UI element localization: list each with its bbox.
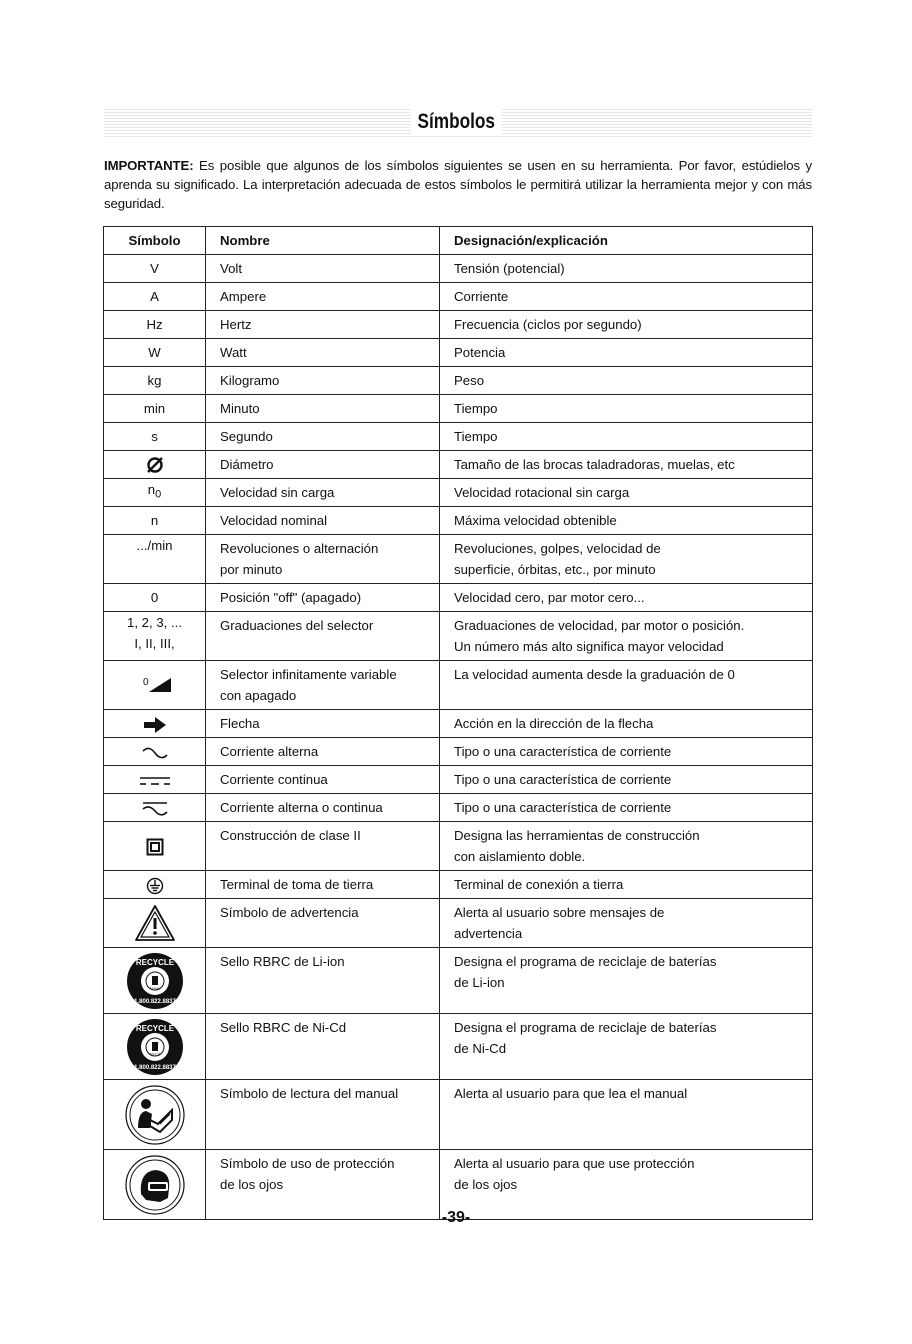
symbol-cell: .../min	[104, 535, 206, 584]
seal-recycle-text: RECYCLE	[135, 957, 174, 967]
name-cell: Terminal de toma de tierra	[206, 871, 440, 899]
arrow-icon	[142, 717, 168, 733]
desc-line: de Ni-Cd	[454, 1041, 507, 1056]
symbol-cell: n	[104, 507, 206, 535]
symbols-table	[103, 226, 813, 1220]
desc-cell: Potencia	[440, 339, 813, 367]
desc-line: Designa las herramientas de construcción	[454, 828, 700, 843]
name-cell: Sello RBRC de Li-ion	[206, 948, 440, 1014]
name-line: Símbolo de uso de protección	[220, 1156, 395, 1171]
table-row	[104, 283, 813, 311]
page-number: -39-	[441, 1209, 471, 1226]
name-cell: Flecha	[206, 710, 440, 738]
desc-cell: Frecuencia (ciclos por segundo)	[440, 311, 813, 339]
desc-cell	[440, 948, 813, 1014]
symbol-cell	[104, 710, 206, 738]
desc-cell	[440, 535, 813, 584]
desc-line: Alerta al usuario sobre mensajes de	[454, 905, 665, 920]
intro-paragraph	[104, 156, 812, 213]
symbol-cell	[104, 1080, 206, 1150]
name-cell: Posición "off" (apagado)	[206, 584, 440, 612]
name-line: con apagado	[220, 688, 297, 703]
table-row	[104, 255, 813, 283]
desc-line: con aislamiento doble.	[454, 849, 586, 864]
rbrc-li-ion-seal	[125, 951, 185, 1011]
name-line: Selector infinitamente variable	[220, 667, 397, 682]
page-title-wrap	[0, 108, 912, 136]
desc-cell: La velocidad aumenta desde la graduación de 0	[440, 661, 813, 710]
symbol-cell	[104, 871, 206, 899]
name-cell: Watt	[206, 339, 440, 367]
desc-cell: Tipo o una característica de corriente	[440, 794, 813, 822]
symbol-line: I, II, III,	[134, 636, 175, 651]
desc-line: Designa el programa de reciclaje de baterías	[454, 954, 717, 969]
name-cell: Sello RBRC de Ni-Cd	[206, 1014, 440, 1080]
name-cell: Velocidad sin carga	[206, 479, 440, 507]
earth-terminal-icon	[146, 877, 164, 895]
desc-line: Un número más alto significa mayor velocidad	[454, 639, 724, 654]
desc-line: advertencia	[454, 926, 523, 941]
name-line: Revoluciones o alternación	[220, 541, 379, 556]
name-cell: Ampere	[206, 283, 440, 311]
desc-line: de los ojos	[454, 1177, 518, 1192]
symbol-n: n	[147, 482, 156, 498]
table-row	[104, 507, 813, 535]
table-row	[104, 871, 813, 899]
name-cell	[206, 661, 440, 710]
desc-line: de Li-ion	[454, 975, 505, 990]
symbol-cell: 0	[104, 584, 206, 612]
selector-zero-label: 0	[142, 677, 149, 689]
table-row	[104, 661, 813, 710]
symbol-cell	[104, 822, 206, 871]
table-row	[104, 479, 813, 507]
name-cell: Segundo	[206, 423, 440, 451]
symbol-cell	[104, 948, 206, 1014]
table-row	[104, 367, 813, 395]
rbrc-ni-cd-seal	[125, 1017, 185, 1077]
table-row	[104, 899, 813, 948]
desc-cell: Velocidad rotacional sin carga	[440, 479, 813, 507]
symbol-cell: min	[104, 395, 206, 423]
warning-icon	[133, 903, 177, 943]
desc-cell	[440, 612, 813, 661]
desc-line: superficie, órbitas, etc., por minuto	[454, 562, 656, 577]
read-manual-icon	[124, 1084, 186, 1146]
symbol-cell	[104, 899, 206, 948]
seal-phone-text: 1.800.822.8837	[133, 998, 176, 1005]
desc-cell: Corriente	[440, 283, 813, 311]
name-cell: Graduaciones del selector	[206, 612, 440, 661]
table-row	[104, 948, 813, 1014]
table-row	[104, 451, 813, 479]
desc-cell: Peso	[440, 367, 813, 395]
diameter-icon	[145, 455, 165, 475]
symbol-cell	[104, 479, 206, 507]
name-cell: Símbolo de advertencia	[206, 899, 440, 948]
table-row	[104, 535, 813, 584]
table-row	[104, 1014, 813, 1080]
desc-cell: Tiempo	[440, 423, 813, 451]
symbol-cell: A	[104, 283, 206, 311]
class-ii-icon	[146, 838, 164, 856]
seal-recycle-text: RECYCLE	[135, 1023, 174, 1033]
dc-icon	[138, 775, 172, 787]
eye-protection-icon	[124, 1154, 186, 1216]
desc-cell	[440, 1014, 813, 1080]
header-name: Nombre	[206, 227, 440, 255]
desc-cell: Acción en la dirección de la flecha	[440, 710, 813, 738]
symbol-cell: V	[104, 255, 206, 283]
symbol-cell	[104, 738, 206, 766]
table-row	[104, 738, 813, 766]
desc-cell: Alerta al usuario para que lea el manual	[440, 1080, 813, 1150]
desc-cell: Tamaño de las brocas taladradoras, muelas, etc	[440, 451, 813, 479]
symbol-cell	[104, 661, 206, 710]
table-row	[104, 822, 813, 871]
desc-cell: Tiempo	[440, 395, 813, 423]
name-cell: Construcción de clase II	[206, 822, 440, 871]
page-title: Símbolos	[411, 108, 502, 136]
symbol-cell	[104, 766, 206, 794]
seal-chem-text: Ni-Cd	[149, 1051, 160, 1056]
desc-line: Graduaciones de velocidad, par motor o posición.	[454, 618, 745, 633]
name-line: de los ojos	[220, 1177, 284, 1192]
desc-cell: Tipo o una característica de corriente	[440, 738, 813, 766]
seal-chem-text: Li-ion	[149, 985, 160, 990]
header-desc: Designación/explicación	[440, 227, 813, 255]
table-row	[104, 311, 813, 339]
table-row	[104, 794, 813, 822]
name-cell: Corriente continua	[206, 766, 440, 794]
desc-cell: Máxima velocidad obtenible	[440, 507, 813, 535]
table-row	[104, 395, 813, 423]
table-row	[104, 766, 813, 794]
name-cell: Kilogramo	[206, 367, 440, 395]
desc-line: Alerta al usuario para que use protección	[454, 1156, 695, 1171]
desc-cell	[440, 822, 813, 871]
symbol-cell: Hz	[104, 311, 206, 339]
desc-cell: Tipo o una característica de corriente	[440, 766, 813, 794]
symbol-cell: W	[104, 339, 206, 367]
symbol-cell	[104, 1014, 206, 1080]
symbol-cell: s	[104, 423, 206, 451]
header-symbol: Símbolo	[104, 227, 206, 255]
symbol-cell	[104, 451, 206, 479]
intro-label: IMPORTANTE:	[104, 158, 194, 173]
symbol-cell	[104, 794, 206, 822]
table-row	[104, 339, 813, 367]
name-cell: Hertz	[206, 311, 440, 339]
symbol-cell: kg	[104, 367, 206, 395]
name-cell: Corriente alterna o continua	[206, 794, 440, 822]
table-row	[104, 612, 813, 661]
name-cell: Corriente alterna	[206, 738, 440, 766]
desc-cell: Velocidad cero, par motor cero...	[440, 584, 813, 612]
desc-line: Revoluciones, golpes, velocidad de	[454, 541, 661, 556]
intro-text: Es posible que algunos de los símbolos siguientes se usen en su herramienta. Por favor, estúdielos y aprenda su significado. La interpretación adecuada de estos símbolos le permitirá utilizar la herramienta mejor y con más seguridad.	[104, 158, 812, 211]
name-cell: Símbolo de lectura del manual	[206, 1080, 440, 1150]
name-cell: Volt	[206, 255, 440, 283]
name-cell	[206, 535, 440, 584]
table-row	[104, 710, 813, 738]
desc-cell	[440, 899, 813, 948]
name-line: por minuto	[220, 562, 283, 577]
ac-icon	[140, 745, 170, 761]
seal-phone-text: 1.800.822.8837	[133, 1064, 176, 1071]
desc-line: Designa el programa de reciclaje de baterías	[454, 1020, 717, 1035]
name-cell: Minuto	[206, 395, 440, 423]
name-cell: Diámetro	[206, 451, 440, 479]
table-row	[104, 423, 813, 451]
symbol-subscript: 0	[155, 488, 162, 501]
symbol-line: 1, 2, 3, ...	[127, 615, 182, 630]
desc-cell: Terminal de conexión a tierra	[440, 871, 813, 899]
table-row	[104, 1080, 813, 1150]
table-header-row	[104, 227, 813, 255]
name-cell: Velocidad nominal	[206, 507, 440, 535]
desc-cell: Tensión (potencial)	[440, 255, 813, 283]
symbol-cell	[104, 612, 206, 661]
variable-selector-icon	[135, 674, 175, 696]
ac-dc-icon	[140, 800, 170, 818]
table-row	[104, 584, 813, 612]
